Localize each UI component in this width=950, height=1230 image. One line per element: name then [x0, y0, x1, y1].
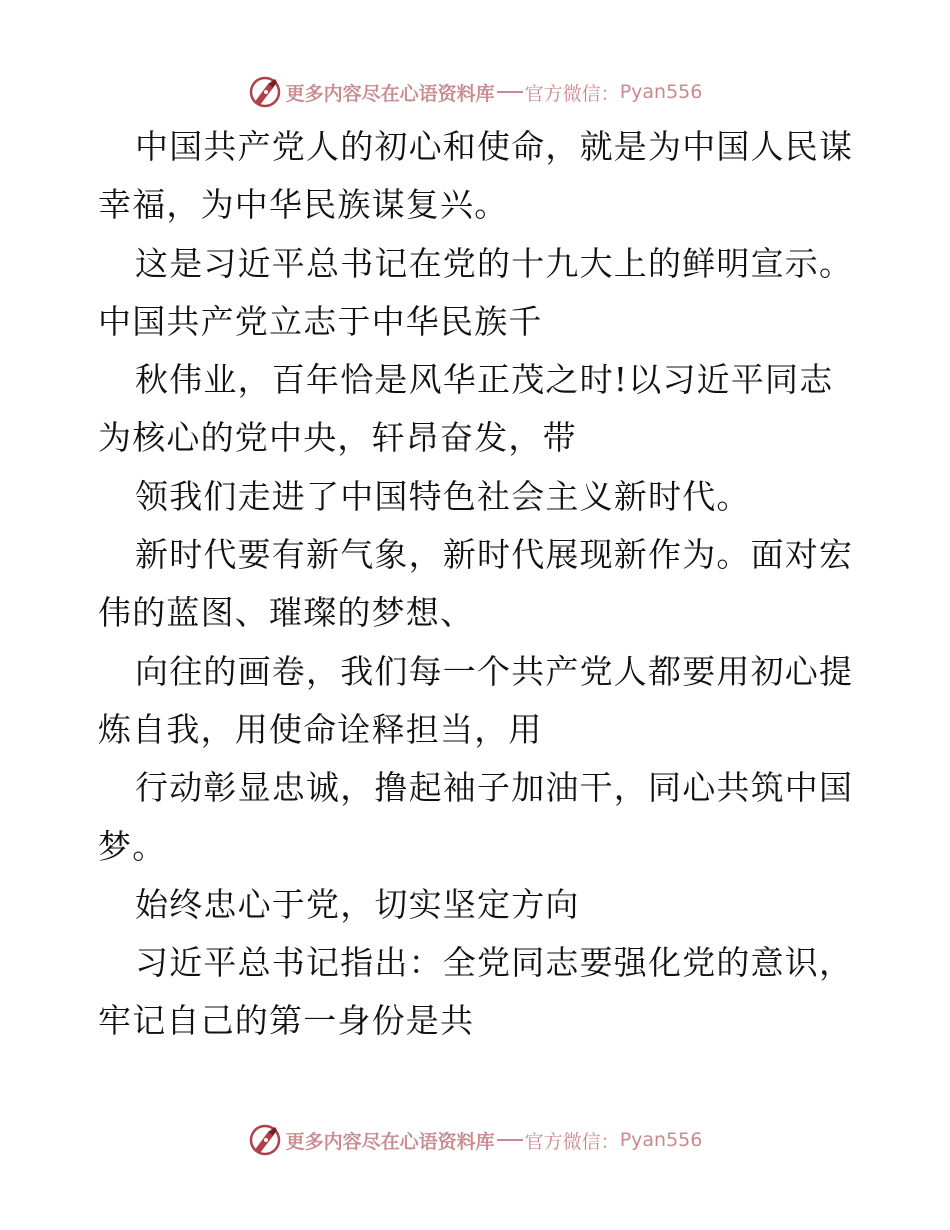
- text-line: 中国共产党人的初心和使命，就是为中国人民谋: [135, 127, 854, 166]
- text-line: 这是习近平总书记在党的十九大上的鲜明宣示。: [135, 243, 854, 283]
- text-line: 向往的画卷，我们每一个共产党人都要用初心提: [135, 651, 854, 691]
- banner-wechat-label: 官方微信：: [524, 82, 620, 105]
- text-line: 炼自我，用使命诠释担当，用: [98, 709, 543, 749]
- banner-wechat-id: Pyan556: [619, 81, 703, 103]
- banner-main-text: 更多内容尽在心语资料库: [285, 1130, 495, 1153]
- text-line: 习近平总书记指出：全党同志要强化党的意识，: [135, 943, 854, 983]
- footer-watermark-banner: [0, 1120, 950, 1160]
- banner-wechat-label: 官方微信：: [524, 1130, 620, 1153]
- text-line: 中国共产党立志于中华民族千: [98, 301, 543, 341]
- text-line: 梦。: [98, 826, 167, 866]
- pen-nib-logo-icon: [248, 1123, 282, 1157]
- text-line: 新时代要有新气象，新时代展现新作为。面对宏: [135, 535, 854, 575]
- text-line: 领我们走进了中国特色社会主义新时代。: [135, 476, 751, 516]
- banner-wechat-id: Pyan556: [619, 1129, 703, 1151]
- text-line: 幸福，为中华民族谋复兴。: [98, 185, 509, 225]
- banner-dash: [497, 1139, 523, 1141]
- pen-nib-logo-icon: [248, 75, 282, 109]
- text-line: 行动彰显忠诚，撸起袖子加油干，同心共筑中国: [135, 768, 854, 808]
- text-line: 为核心的党中央，轩昂奋发，带: [98, 418, 577, 458]
- text-line: 秋伟业，百年恰是风华正茂之时!以习近平同志: [135, 360, 834, 400]
- banner-main-text: 更多内容尽在心语资料库: [285, 82, 495, 105]
- header-watermark-banner: [0, 72, 950, 112]
- text-line: 始终忠心于党，切实坚定方向: [135, 884, 580, 924]
- text-line: 牢记自己的第一身份是共: [98, 1001, 475, 1041]
- document-body: [98, 118, 858, 1051]
- banner-dash: [497, 91, 523, 93]
- text-line: 伟的蓝图、璀璨的梦想、: [98, 593, 475, 633]
